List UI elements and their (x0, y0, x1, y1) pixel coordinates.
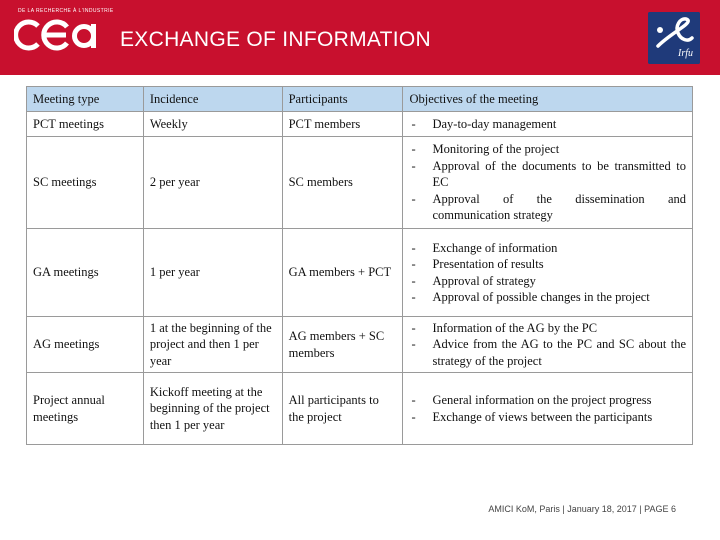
objective-item: - General information on the project progress (409, 392, 686, 409)
table-row (27, 229, 693, 317)
cea-tagline: DE LA RECHERCHE À L'INDUSTRIE (18, 8, 114, 14)
objective-item: - Approval of strategy (409, 273, 686, 290)
table-header-row (27, 87, 693, 112)
table-row (27, 317, 693, 373)
meeting-type-cell: Project annual meetings (27, 373, 144, 445)
objectives-cell (403, 229, 693, 317)
objective-item: - Presentation of results (409, 256, 686, 273)
objective-item: - Exchange of information (409, 240, 686, 257)
objective-item: - Advice from the AG to the PC and SC about the strategy of the project (409, 336, 686, 369)
objectives-cell (403, 373, 693, 445)
irfu-logo-icon (648, 12, 700, 64)
objectives-list (409, 392, 686, 425)
footer-text: AMICI KoM, Paris | January 18, 2017 | (488, 504, 642, 514)
objectives-list (409, 116, 686, 133)
objectives-list (409, 240, 686, 306)
objectives-list (409, 141, 686, 224)
slide-header (0, 0, 720, 75)
incidence-cell: 1 at the beginning of the project and then 1 per year (143, 317, 282, 373)
objective-item: - Information of the AG by the PC (409, 320, 686, 337)
incidence-cell: Weekly (143, 112, 282, 137)
column-header-incidence: Incidence (143, 87, 282, 112)
page-number: PAGE 6 (644, 504, 676, 514)
objective-item: - Exchange of views between the participants (409, 409, 686, 426)
slide-footer (488, 504, 676, 514)
column-header-meeting-type: Meeting type (27, 87, 144, 112)
table-row (27, 373, 693, 445)
incidence-cell: Kickoff meeting at the beginning of the project then 1 per year (143, 373, 282, 445)
page-title: EXCHANGE OF INFORMATION (120, 28, 432, 51)
meetings-table (26, 86, 693, 445)
column-header-participants: Participants (282, 87, 403, 112)
meeting-type-cell: AG meetings (27, 317, 144, 373)
objectives-list (409, 320, 686, 370)
meeting-type-cell: PCT meetings (27, 112, 144, 137)
meeting-type-cell: SC meetings (27, 137, 144, 229)
objectives-cell (403, 317, 693, 373)
meeting-type-cell: GA meetings (27, 229, 144, 317)
objective-item: - Approval of the dissemination and communication strategy (409, 191, 686, 224)
table-row (27, 112, 693, 137)
objective-item: - Approval of possible changes in the project (409, 289, 686, 306)
participants-cell: All participants to the project (282, 373, 403, 445)
cea-logo-icon (14, 18, 96, 52)
column-header-objectives: Objectives of the meeting (403, 87, 693, 112)
participants-cell: PCT members (282, 112, 403, 137)
participants-cell: GA members + PCT (282, 229, 403, 317)
objectives-cell (403, 137, 693, 229)
participants-cell: AG members + SC members (282, 317, 403, 373)
irfu-logo-text: Irfu (678, 48, 693, 59)
table-row (27, 137, 693, 229)
objectives-cell (403, 112, 693, 137)
objective-item: - Approval of the documents to be transmitted to EC (409, 158, 686, 191)
participants-cell: SC members (282, 137, 403, 229)
objective-item: - Day-to-day management (409, 116, 686, 133)
objective-item: - Monitoring of the project (409, 141, 686, 158)
incidence-cell: 1 per year (143, 229, 282, 317)
incidence-cell: 2 per year (143, 137, 282, 229)
